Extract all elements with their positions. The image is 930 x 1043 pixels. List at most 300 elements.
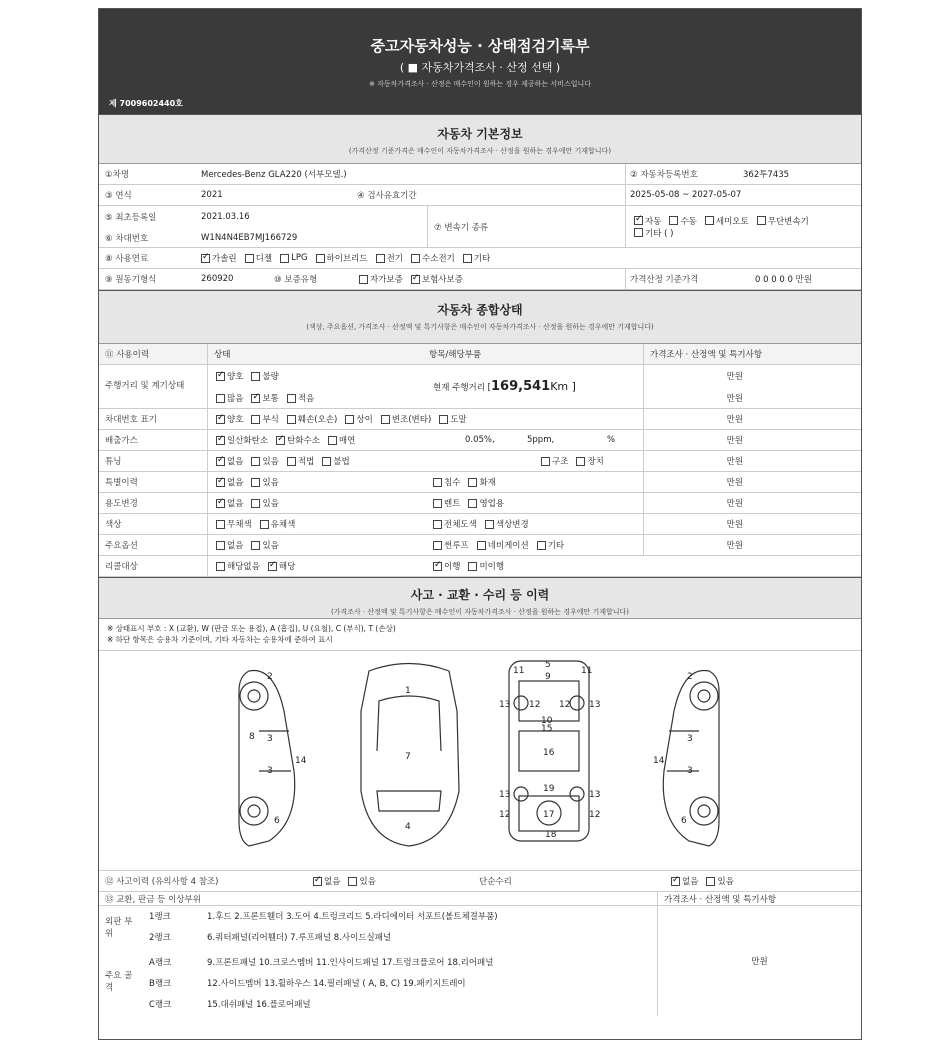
checkbox-option[interactable]: [477, 539, 529, 551]
document-note: ※ 자동차가격조사 · 산정은 매수인이 원하는 경우 제공하는 서비스입니다: [369, 80, 591, 88]
checkbox-icon: [468, 499, 477, 508]
checkbox-icon: [439, 415, 448, 424]
accident-subtitle: (가격조사 · 산정액 및 특기사항은 매수인이 자동차가격조사 · 산정을 원하는 경우에만 기재합니다): [330, 608, 630, 616]
svg-text:3: 3: [687, 766, 693, 776]
checkbox-icon: [216, 457, 225, 466]
rank-items: 1.후드 2.프론트휀더 3.도어 4.트렁크리드 5.라디에이터 서포트(볼트체결부품): [207, 912, 498, 922]
inspection-record: [98, 8, 862, 1040]
checkbox-icon: [276, 436, 285, 445]
checkbox-label: 없음: [227, 499, 244, 509]
row-year: [99, 185, 861, 206]
checkbox-option[interactable]: [345, 413, 372, 425]
checkbox-option[interactable]: [468, 560, 504, 572]
svg-text:14: 14: [295, 756, 307, 766]
checkbox-label: 적음: [297, 394, 315, 404]
color-manwon: 만원: [643, 514, 751, 534]
special-opts: [207, 472, 287, 492]
trans-option-other[interactable]: 기타 ( ): [634, 227, 673, 239]
tuning-opts-2: [541, 451, 612, 471]
checkbox-label: 가솔린: [212, 254, 237, 264]
checkbox-icon: [251, 541, 260, 550]
checkbox-option[interactable]: [280, 253, 307, 263]
checkbox-option[interactable]: [433, 497, 460, 509]
checkbox-option[interactable]: [251, 392, 278, 404]
checkbox-icon: [322, 457, 331, 466]
checkbox-option[interactable]: [485, 518, 529, 530]
trans-option-auto[interactable]: ✓ 자동: [634, 215, 661, 227]
special-opts-2: [433, 472, 504, 492]
checkbox-option[interactable]: [216, 539, 243, 551]
checkbox-option[interactable]: [376, 252, 403, 264]
row-accident-history: [99, 871, 861, 892]
checkbox-option[interactable]: [268, 560, 295, 572]
inspect-value: 2025-05-08 ~ 2027-05-07: [625, 185, 741, 205]
row-tuning: [99, 451, 861, 472]
row-option: [99, 535, 861, 556]
checkbox-icon: [348, 877, 357, 886]
checkbox-icon: [706, 877, 715, 886]
option-manwon: 만원: [643, 535, 751, 555]
checkbox-icon: [251, 457, 260, 466]
mileage-label: 주행거리 및 계기상태: [105, 381, 185, 391]
checkbox-icon: [313, 877, 322, 886]
col-price: 가격조사 · 산정액 및 특기사항: [643, 344, 762, 364]
checkbox-label: 전기: [386, 254, 404, 264]
checkbox-icon: [433, 499, 442, 508]
checkbox-icon: [433, 562, 442, 571]
checkbox-icon: [705, 216, 714, 225]
svg-text:6: 6: [681, 816, 687, 826]
emission-manwon: 만원: [643, 430, 751, 450]
option-opts: [207, 535, 287, 555]
checkbox-label: 탄화수소: [287, 436, 320, 446]
checkbox-icon: [328, 436, 337, 445]
simple-repair-opts: [671, 871, 742, 891]
checkbox-icon: [477, 541, 486, 550]
vin-label: ⑥ 차대번호: [105, 233, 149, 244]
checkbox-label: 있음: [359, 877, 376, 887]
overall-columns: [99, 344, 861, 365]
checkbox-option[interactable]: [216, 370, 243, 382]
basic-info-section-header: [99, 114, 861, 164]
basic-info-subtitle: (가격산정 기준가격은 매수인이 자동차가격조사 · 산정을 원하는 경우에만 기재합니다): [348, 147, 612, 155]
option-opts-2: [433, 535, 572, 555]
checkbox-label: 일산화탄소: [227, 436, 269, 446]
accident-section-header: [99, 577, 861, 619]
checkbox-icon: [359, 275, 368, 284]
checkbox-option[interactable]: [468, 476, 495, 488]
checkbox-option[interactable]: [537, 539, 564, 551]
svg-text:7: 7: [405, 752, 411, 762]
engine-value: 260920: [201, 274, 234, 284]
checkbox-icon: [485, 520, 494, 529]
row-first-reg: [99, 206, 861, 248]
legend: [99, 619, 861, 651]
checkbox-label: 있음: [262, 478, 279, 488]
checkbox-icon: [216, 520, 225, 529]
color-label: 색상: [105, 520, 122, 530]
checkbox-option[interactable]: [328, 434, 355, 446]
checkbox-icon: [411, 254, 420, 263]
svg-text:3: 3: [267, 766, 273, 776]
checkbox-label: 도말: [450, 415, 467, 425]
mileage-manwon-2: 만원: [643, 387, 751, 409]
color-opts-2: [433, 514, 537, 534]
checkbox-label: 썬루프: [444, 541, 469, 551]
checkbox-option[interactable]: [463, 252, 490, 264]
checkbox-label: 이행: [444, 562, 461, 572]
checkbox-option[interactable]: [316, 252, 368, 264]
svg-text:12: 12: [529, 700, 541, 710]
checkbox-option[interactable]: [216, 413, 243, 425]
checkbox-label: 매연: [338, 436, 356, 446]
checkbox-label: 많음: [227, 394, 244, 404]
checkbox-label: 없음: [227, 541, 244, 551]
accident-label: ⑫ 사고이력 (유의사항 4 참조): [105, 877, 219, 887]
svg-text:14: 14: [653, 756, 665, 766]
svg-text:4: 4: [405, 822, 411, 832]
svg-text:10: 10: [541, 716, 553, 726]
checkbox-option[interactable]: [216, 518, 252, 530]
checkbox-option[interactable]: [216, 497, 243, 509]
checkbox-label: 있음: [262, 541, 279, 551]
parts-table: [99, 906, 861, 1016]
checkbox-icon: [541, 457, 550, 466]
checkbox-option[interactable]: [287, 392, 314, 404]
checkbox-label: 하이브리드: [326, 254, 368, 264]
row-mileage: [99, 365, 861, 409]
row-parts-header: [99, 892, 861, 906]
checkbox-icon: [634, 216, 643, 225]
checkbox-label: 있음: [262, 499, 279, 509]
checkbox-icon: [376, 254, 385, 263]
year-label: ③ 연식: [105, 191, 132, 201]
svg-text:2: 2: [267, 672, 273, 682]
checkbox-option[interactable]: [216, 560, 260, 572]
checkbox-option[interactable]: [381, 413, 431, 425]
checkbox-option[interactable]: [359, 273, 403, 285]
accident-title: 사고 · 교환 · 수리 등 이력: [410, 588, 550, 602]
checkbox-icon: [381, 415, 390, 424]
checkbox-option[interactable]: [201, 252, 237, 264]
tuning-manwon: 만원: [643, 451, 751, 471]
row-special: [99, 472, 861, 493]
rank-label: C랭크: [149, 1000, 172, 1010]
checkbox-option[interactable]: [433, 539, 469, 551]
checkbox-option[interactable]: [411, 252, 455, 264]
parts-label: ⑬ 교환, 판금 등 이상부위: [105, 894, 201, 905]
checkbox-option[interactable]: [276, 434, 320, 446]
checkbox-label: 있음: [262, 457, 279, 467]
checkbox-option[interactable]: [313, 875, 340, 887]
checkbox-label: 보통: [262, 394, 279, 404]
left-side-view-icon: [239, 671, 295, 847]
tuning-opts: [207, 451, 358, 471]
checkbox-label: 없음: [324, 877, 341, 887]
svg-text:3: 3: [687, 734, 693, 744]
checkbox-option[interactable]: [251, 370, 278, 382]
checkbox-label: 해당: [278, 562, 296, 572]
checkbox-icon: [245, 254, 254, 263]
checkbox-option[interactable]: [260, 518, 296, 530]
checkbox-label: 없음: [227, 457, 244, 467]
checkbox-label: 상이: [356, 415, 373, 425]
mileage-manwon-1: 만원: [643, 365, 751, 387]
row-color: [99, 514, 861, 535]
checkbox-label: 부식: [262, 415, 279, 425]
recall-opts-2: [433, 556, 512, 576]
checkbox-label: 장치: [587, 457, 604, 467]
checkbox-icon: [251, 394, 260, 403]
checkbox-option[interactable]: [245, 252, 272, 264]
checkbox-option[interactable]: [411, 273, 463, 285]
checkbox-label: 양호: [227, 415, 244, 425]
legend-line-1: ※ 상태표시 부호 : X (교환), W (판금 또는 용접), A (흠집), U (요철), C (부식), T (손상): [107, 624, 396, 633]
checkbox-icon: [251, 478, 260, 487]
rank-label: 1랭크: [149, 912, 171, 922]
checkbox-option[interactable]: [216, 392, 243, 404]
option-label: 주요옵션: [105, 541, 138, 551]
car-name-value: Mercedes-Benz GLA220 (서부모델.): [201, 170, 347, 180]
rank-label: A랭크: [149, 958, 172, 968]
rank-label: B랭크: [149, 979, 172, 989]
emission-co: 0.05%,: [465, 435, 495, 445]
mileage-display: 현재 주행거리 [ 169,541 Km ]: [433, 379, 576, 394]
checkbox-option[interactable]: [287, 413, 337, 425]
checkbox-label: 수소전기: [422, 254, 455, 264]
checkbox-option[interactable]: [216, 434, 268, 446]
row-vin-mark: [99, 409, 861, 430]
svg-text:13: 13: [589, 790, 601, 800]
checkbox-option[interactable]: [251, 539, 278, 551]
checkbox-label: 미이행: [479, 562, 505, 572]
svg-text:15: 15: [541, 724, 553, 734]
parts-price-col: 가격조사 · 산정액 및 특기사항: [657, 892, 776, 905]
checkbox-option[interactable]: [251, 476, 278, 488]
svg-text:1: 1: [405, 686, 411, 696]
document-subtitle: ( ■ 자동차가격조사 · 산정 선택 ): [399, 61, 561, 74]
car-diagram-svg: [99, 651, 861, 871]
inspect-label: ④ 검사유효기간: [357, 191, 417, 201]
checkbox-option[interactable]: [322, 455, 349, 467]
checkbox-icon: [671, 877, 680, 886]
checkbox-option[interactable]: [216, 476, 243, 488]
warranty-options: [359, 269, 471, 289]
checkbox-label: LPG: [291, 253, 308, 263]
checkbox-option[interactable]: [216, 455, 243, 467]
overall-section-header: [99, 290, 861, 344]
checkbox-label: 영업용: [479, 499, 505, 509]
checkbox-icon: [316, 254, 325, 263]
row-use-change: [99, 493, 861, 514]
vin-value: W1N4N4EB7MJ166729: [201, 232, 298, 243]
checkbox-icon: [251, 499, 260, 508]
checkbox-label: 유채색: [270, 520, 296, 530]
price-value: 0 0 0 0 0 만원: [755, 275, 812, 285]
emission-label: 배출가스: [105, 436, 138, 446]
trans-option-cvt[interactable]: 무단변속기: [757, 215, 809, 227]
svg-text:11: 11: [513, 666, 525, 676]
checkbox-icon: [251, 372, 260, 381]
document-title: 중고자동차성능 · 상태점검기록부: [370, 37, 590, 55]
checkbox-icon: [201, 254, 210, 263]
vin-mark-manwon: 만원: [643, 409, 751, 429]
checkbox-icon: [634, 228, 643, 237]
svg-text:8: 8: [249, 732, 255, 742]
col-items: 항목/해당부품: [429, 350, 482, 360]
checkbox-label: 불법: [333, 457, 350, 467]
parts-manwon: 만원: [657, 906, 861, 1016]
basic-info-title: 자동차 기본정보: [437, 127, 523, 141]
tuning-label: 튜닝: [105, 457, 122, 467]
rank-items: 9.프론트패널 10.크로스멤버 11.인사이드패널 17.트렁크플로어 18.리어패널: [207, 958, 494, 968]
reg-no-label: ② 자동차등록번호: [625, 164, 698, 184]
checkbox-icon: [433, 541, 442, 550]
car-name-label: ①차명: [105, 170, 130, 180]
checkbox-icon: [669, 216, 678, 225]
trans-options: [625, 206, 855, 247]
legend-line-2: ※ 하단 항목은 승용차 기준이며, 기타 자동차는 승용차에 준하여 표시: [107, 635, 333, 644]
rank-label: 2랭크: [149, 933, 171, 943]
svg-text:12: 12: [589, 810, 601, 820]
recall-label: 리콜대상: [105, 562, 138, 572]
checkbox-option[interactable]: [251, 455, 278, 467]
emission-smoke: %: [607, 435, 616, 445]
checkbox-option[interactable]: [541, 455, 568, 467]
checkbox-icon: [287, 394, 296, 403]
document-header: [99, 9, 861, 114]
checkbox-option[interactable]: [468, 497, 504, 509]
checkbox-label: 전체도색: [444, 520, 477, 530]
checkbox-icon: [287, 457, 296, 466]
row-recall: [99, 556, 861, 577]
checkbox-option[interactable]: [433, 518, 477, 530]
checkbox-label: 없음: [682, 877, 699, 887]
use-opts-2: [433, 493, 512, 513]
col-usage: ⑪ 사용이력: [105, 350, 150, 360]
checkbox-label: 침수: [444, 478, 461, 488]
reg-no-value: 362투7435: [743, 170, 790, 180]
checkbox-option[interactable]: [706, 875, 733, 887]
warranty-label: ⑩ 보증유형: [274, 275, 318, 285]
mileage-opts-1: [207, 365, 287, 387]
trans-option-semi[interactable]: 세미오토: [705, 215, 749, 227]
checkbox-label: 기타: [547, 541, 565, 551]
row-car-name: [99, 164, 861, 185]
rank-items: 6.쿼터패널(리어휀더) 7.루프패널 8.사이드실패널: [207, 933, 392, 943]
first-reg-value: 2021.03.16: [201, 211, 250, 222]
color-opts: [207, 514, 303, 534]
col-status: 상태: [207, 344, 230, 364]
simple-repair-label: 단순수리: [479, 877, 512, 887]
svg-text:9: 9: [545, 672, 551, 682]
checkbox-icon: [463, 254, 472, 263]
checkbox-label: 디젤: [255, 254, 273, 264]
checkbox-label: 렌트: [444, 499, 461, 509]
checkbox-label: 구조: [552, 457, 569, 467]
car-diagram: [99, 651, 861, 871]
checkbox-icon: [216, 372, 225, 381]
row-engine: [99, 269, 861, 290]
checkbox-label: 해당없음: [227, 562, 260, 572]
checkbox-option[interactable]: [348, 875, 375, 887]
emission-hc: 5ppm,: [527, 435, 555, 445]
fuel-label: ⑧ 사용연료: [105, 254, 149, 264]
checkbox-label: 변조(변타): [391, 415, 432, 425]
year-value: 2021: [201, 190, 223, 200]
checkbox-icon: [537, 541, 546, 550]
accident-opts: [313, 871, 384, 891]
checkbox-option[interactable]: [439, 413, 466, 425]
checkbox-label: 네비게이션: [487, 541, 529, 551]
svg-text:11: 11: [581, 666, 593, 676]
outer-panel-label: 외판 부위: [105, 917, 133, 939]
svg-text:12: 12: [559, 700, 571, 710]
checkbox-icon: [433, 478, 442, 487]
checkbox-label: 적법: [297, 457, 315, 467]
checkbox-icon: [345, 415, 354, 424]
fuel-options: [201, 248, 498, 268]
checkbox-icon: [216, 394, 225, 403]
checkbox-icon: [216, 562, 225, 571]
checkbox-icon: [216, 415, 225, 424]
svg-text:18: 18: [545, 830, 557, 840]
checkbox-icon: [216, 436, 225, 445]
svg-text:5: 5: [545, 660, 551, 670]
svg-text:3: 3: [267, 734, 273, 744]
svg-text:12: 12: [499, 810, 511, 820]
checkbox-option[interactable]: [251, 413, 278, 425]
mileage-value: 169,541: [491, 379, 551, 394]
checkbox-label: 있음: [717, 877, 734, 887]
document-number: 제 7009602440호: [109, 99, 183, 108]
checkbox-option[interactable]: [433, 476, 460, 488]
checkbox-icon: [411, 275, 420, 284]
right-side-view-icon: [663, 671, 719, 847]
checkbox-label: 보험사보증: [421, 275, 463, 285]
checkbox-label: 훼손(오손): [297, 415, 338, 425]
rank-items: 15.대쉬패널 16.플로어패널: [207, 1000, 311, 1010]
checkbox-label: 자가보증: [370, 275, 403, 285]
checkbox-icon: [757, 216, 766, 225]
row-emission: [99, 430, 861, 451]
trans-option-manual[interactable]: 수동: [669, 215, 696, 227]
checkbox-option[interactable]: [433, 560, 460, 572]
checkbox-icon: [433, 520, 442, 529]
checkbox-icon: [468, 478, 477, 487]
use-label: 용도변경: [105, 499, 138, 509]
checkbox-icon: [576, 457, 585, 466]
checkbox-option[interactable]: [671, 875, 698, 887]
checkbox-icon: [216, 499, 225, 508]
svg-text:16: 16: [543, 748, 555, 758]
overall-title: 자동차 종합상태: [437, 303, 523, 317]
vin-mark-label: 차대번호 표기: [105, 415, 157, 425]
checkbox-label: 무채색: [227, 520, 252, 530]
checkbox-option[interactable]: [251, 497, 278, 509]
svg-text:13: 13: [499, 790, 511, 800]
checkbox-label: 기타: [473, 254, 491, 264]
svg-text:13: 13: [589, 700, 601, 710]
checkbox-option[interactable]: [287, 455, 314, 467]
svg-text:6: 6: [274, 816, 280, 826]
svg-text:2: 2: [687, 672, 693, 682]
trans-label: ⑦ 변속기 종류: [427, 206, 488, 247]
checkbox-icon: [468, 562, 477, 571]
svg-text:19: 19: [543, 784, 555, 794]
checkbox-option[interactable]: [576, 455, 603, 467]
engine-label: ⑨ 원동기형식: [105, 275, 157, 285]
